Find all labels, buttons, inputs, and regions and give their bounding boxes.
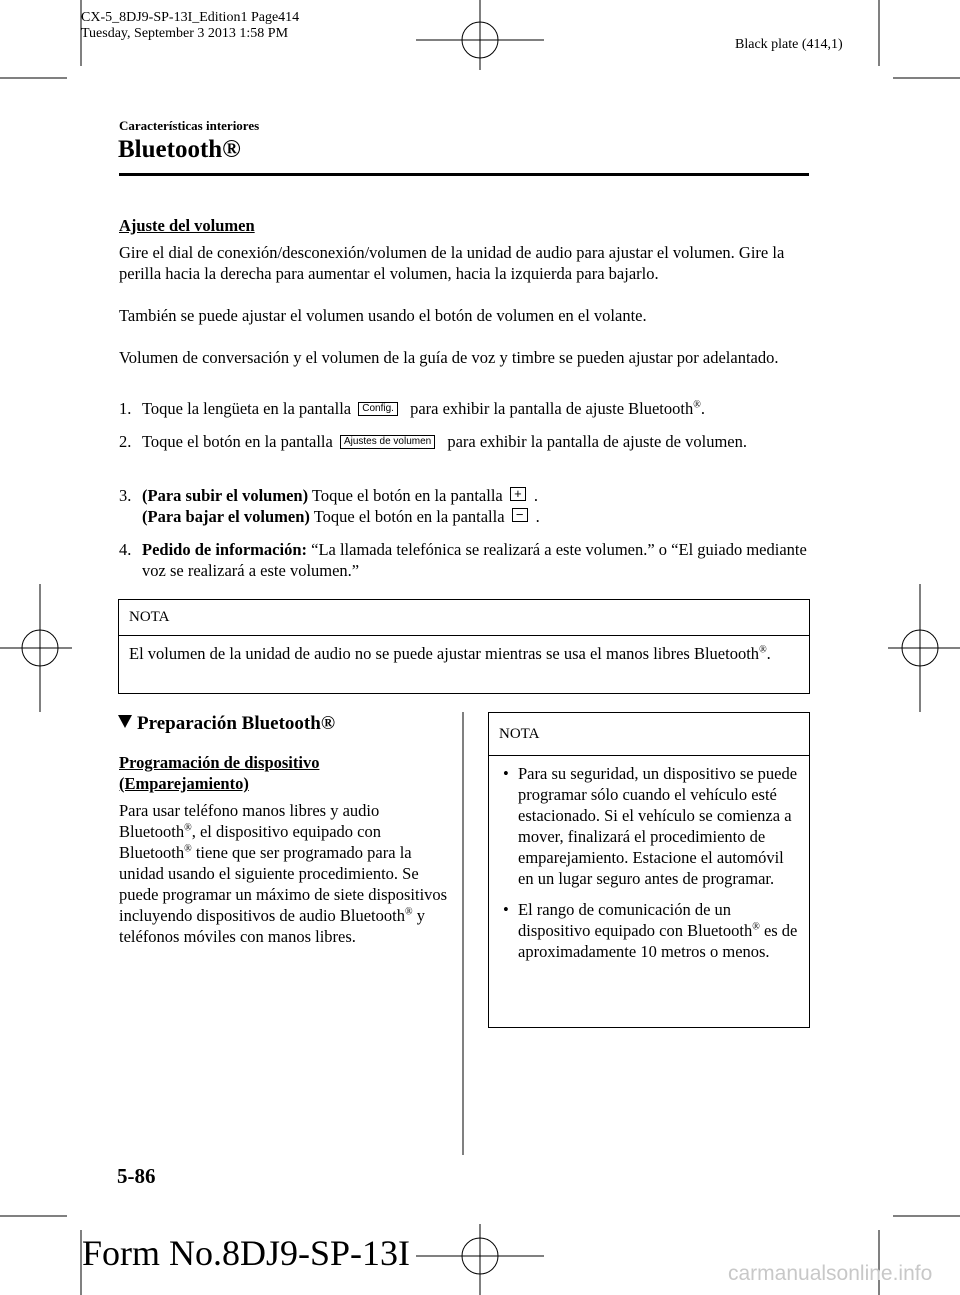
- note-text: [119, 636, 809, 664]
- prep-heading: [118, 713, 335, 735]
- volume-heading: Ajuste del volumen: [119, 216, 255, 235]
- registered-mark: ®: [693, 399, 701, 411]
- step-3: [119, 485, 809, 527]
- registered-mark: ®: [752, 921, 760, 933]
- file-info-line2: Tuesday, September 3 2013 1:58 PM: [81, 26, 289, 41]
- page-number: 5-86: [117, 1164, 156, 1188]
- plus-button[interactable]: +: [510, 487, 526, 501]
- step-number: 4.: [119, 540, 132, 559]
- triangle-down-icon: [118, 715, 132, 728]
- step-2: [119, 431, 809, 452]
- note-box-volume: [118, 599, 810, 694]
- step-text: Toque el botón en la pantalla: [311, 486, 503, 505]
- step-number: 3.: [119, 486, 132, 505]
- volume-down-label: (Para bajar el volumen): [142, 507, 310, 526]
- step-number: 1.: [119, 399, 132, 418]
- note-end: .: [766, 644, 771, 663]
- pairing-text: , el dispositivo equipado con Bluetooth: [119, 822, 381, 862]
- registered-mark: ®: [184, 822, 192, 834]
- volume-para1: Gire el dial de conexión/desconexión/volumen de la unidad de audio para ajustar el volumen. Gire la perilla hacia la derecha para aumentar el volumen, hacia la izquierda para bajarlo.: [119, 243, 785, 283]
- step-text: Toque el botón en la pantalla: [142, 432, 333, 451]
- step-number: 2.: [119, 432, 132, 451]
- bullet-text: Para su seguridad, un dispositivo se puede programar sólo cuando el vehículo esté estacionado. Si el vehículo se comienza a mover, finalizará el procedimiento de emparejamiento. Estacione el automóvil en un lugar seguro antes de programar.: [518, 764, 798, 888]
- pairing-text: y teléfonos móviles con manos libres.: [119, 906, 425, 946]
- bullet-text: es de aproximadamente 10 metros o menos.: [518, 921, 798, 961]
- volume-up-label: (Para subir el volumen): [142, 486, 309, 505]
- bullet-text: El rango de comunicación de un dispositivo equipado con Bluetooth: [518, 900, 753, 940]
- form-number: Form No.8DJ9-SP-13I: [82, 1233, 411, 1273]
- pairing-para: [119, 800, 449, 947]
- minus-button[interactable]: −: [512, 508, 528, 522]
- volume-para2: También se puede ajustar el volumen usando el botón de volumen en el volante.: [119, 306, 647, 325]
- registered-mark: ®: [184, 843, 192, 855]
- step-end: .: [533, 486, 538, 505]
- step-end: .: [535, 507, 540, 526]
- step-text: Toque el botón en la pantalla: [313, 507, 505, 526]
- bullet-dot: •: [503, 764, 509, 783]
- pairing-text: tiene que ser programado para la unidad usando el siguiente procedimiento. Se puede programar un máximo de siete dispositivos incluyendo dispositivos de audio Bluetooth: [119, 843, 448, 925]
- section-label: Características interiores: [119, 118, 260, 133]
- note-bullet-2: [489, 899, 801, 962]
- volume-para3: Volumen de conversación y el volumen de la guía de voz y timbre se pueden ajustar por adelantado.: [119, 348, 779, 367]
- note-title: NOTA: [499, 726, 540, 742]
- step-text: “La llamada telefónica se realizará a este volumen.” o “El guiado mediante voz se realizará a este volumen.”: [142, 540, 807, 580]
- registered-mark: ®: [404, 906, 413, 918]
- step-4: [119, 539, 809, 581]
- note-bullet-1: [489, 763, 801, 889]
- prep-heading-text: Preparación Bluetooth®: [137, 713, 336, 734]
- registered-mark: ®: [759, 644, 767, 656]
- step-1: [119, 398, 809, 419]
- info-label: Pedido de información:: [142, 540, 307, 559]
- plate-info: Black plate (414,1): [735, 37, 843, 52]
- file-info-line1: CX-5_8DJ9-SP-13I_Edition1 Page414: [81, 10, 300, 25]
- step-text: para exhibir la pantalla de ajuste Bluetooth: [410, 399, 694, 418]
- page-title: Bluetooth®: [118, 136, 241, 163]
- title-rule: [119, 173, 809, 176]
- pairing-heading: [119, 752, 319, 794]
- step-end: .: [700, 399, 705, 418]
- step-text: para exhibir la pantalla de ajuste de volumen.: [447, 432, 747, 451]
- note-box-pairing: [488, 712, 810, 1028]
- pairing-text: Para usar teléfono manos libres y audio Bluetooth: [119, 801, 380, 841]
- pairing-heading-line1: Programación de dispositivo: [119, 753, 320, 772]
- config-button[interactable]: Config.: [358, 402, 398, 416]
- volume-settings-button[interactable]: Ajustes de volumen: [340, 435, 435, 449]
- note-title: NOTA: [129, 609, 170, 625]
- pairing-heading-line2: (Emparejamiento): [119, 774, 249, 793]
- note-text-body: El volumen de la unidad de audio no se puede ajustar mientras se usa el manos libres Bluetooth: [129, 644, 760, 663]
- watermark: carmanualsonline.info: [728, 1262, 933, 1285]
- step-text: Toque la lengüeta en la pantalla: [142, 399, 352, 418]
- bullet-dot: •: [503, 900, 509, 919]
